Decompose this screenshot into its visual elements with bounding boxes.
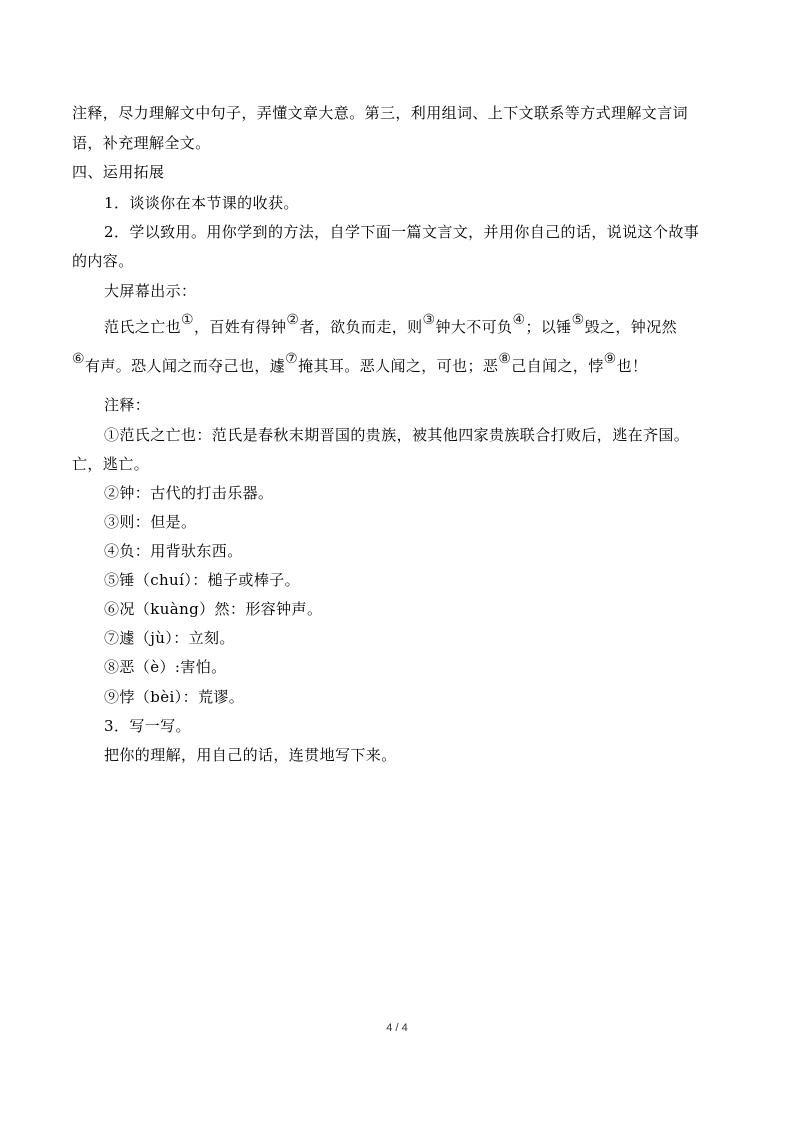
- note-item: 亡，逃亡。: [72, 455, 150, 473]
- passage-text: 有声。恐人闻之而夺己也，遽: [84, 357, 286, 375]
- paragraph-line: 的内容。: [72, 252, 134, 270]
- task-2: 2．学以致用。用你学到的方法，自学下面一篇文言文，并用你自己的话，说说这个故事: [104, 223, 700, 241]
- task-3-body: 把你的理解，用自己的话，连贯地写下来。: [104, 746, 397, 764]
- note-item: ④负：用背驮东西。: [104, 542, 243, 560]
- section-heading: 四、运用拓展: [72, 163, 165, 181]
- passage-text: 钟大不可负: [435, 318, 513, 336]
- footnote-marker: ⑥: [72, 351, 85, 367]
- paragraph-line: 语，补充理解全文。: [72, 134, 211, 152]
- footnote-marker: ①: [181, 312, 194, 328]
- task-3-title: 3．写一写。: [104, 717, 191, 735]
- passage-line-1: [104, 312, 764, 339]
- note-item: ⑤锤（chuí）：槌子或棒子。: [104, 571, 301, 589]
- note-item: ⑥况（kuàng）然：形容钟声。: [104, 600, 323, 618]
- footnote-marker: ⑦: [285, 351, 299, 367]
- passage-text: 者，欲负而走，则: [299, 318, 423, 336]
- notes-title: 注释：: [104, 396, 151, 414]
- note-item: ⑧恶（è）:害怕。: [104, 658, 227, 676]
- note-item: ⑦遽（jù）：立刻。: [104, 629, 235, 647]
- passage-text: 己自闻之，悖: [511, 357, 604, 375]
- footnote-marker: ③: [422, 312, 436, 328]
- page-number: 4 / 4: [386, 1022, 408, 1034]
- note-item: ②钟：古代的打击乐器。: [104, 484, 274, 502]
- footnote-marker: ④: [512, 312, 526, 328]
- footnote-marker: ②: [286, 312, 300, 328]
- passage-line-2: [72, 351, 732, 378]
- passage-text: 掩其耳。恶人闻之，可也；恶: [298, 357, 499, 375]
- passage-text: ；以锤: [525, 318, 572, 336]
- passage-text: ，百姓有得钟: [193, 318, 287, 336]
- note-item: ①范氏之亡也：范氏是春秋末期晋国的贵族，被其他四家贵族联合打败后，逃在齐国。: [104, 426, 690, 444]
- paragraph-line: 注释，尽力理解文中句子，弄懂文章大意。第三，利用组词、上下文联系等方式理解文言词: [72, 104, 689, 122]
- footnote-marker: ⑧: [498, 351, 512, 367]
- footnote-marker: ⑨: [603, 351, 617, 367]
- passage-text: 毁之，钟况然: [584, 318, 678, 336]
- task-1: 1．谈谈你在本节课的收获。: [104, 194, 299, 212]
- passage-text: 也！: [616, 357, 648, 375]
- passage-text: 范氏之亡也: [104, 318, 182, 336]
- screen-display-label: 大屏幕出示：: [104, 282, 197, 300]
- note-item: ⑨悖（bèi）：荒谬。: [104, 688, 245, 706]
- footnote-marker: ⑤: [571, 312, 585, 328]
- note-item: ③则：但是。: [104, 513, 197, 531]
